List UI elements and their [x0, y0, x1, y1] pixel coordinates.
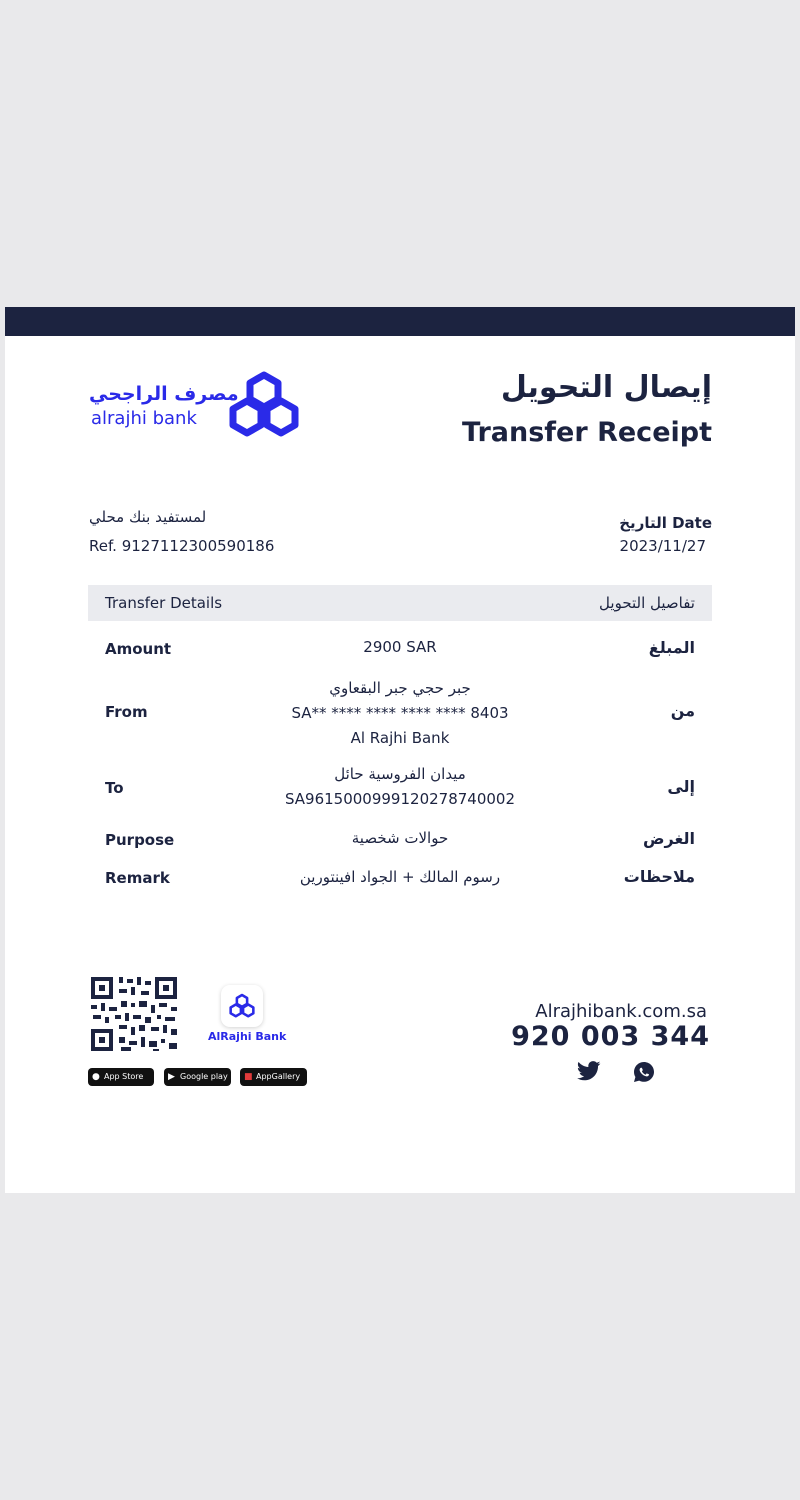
sender-account: SA** **** **** **** **** 8403 [291, 704, 509, 722]
app-gallery-badge[interactable] [240, 1068, 307, 1086]
huawei-icon: ■ [244, 1072, 253, 1082]
title-arabic: إيصال التحويل [500, 370, 712, 405]
qr-code[interactable] [89, 975, 179, 1053]
google-play-badge[interactable] [164, 1068, 231, 1086]
sender-name: جبر حجي جبر البقعاوي [329, 679, 471, 697]
app-gallery-label: AppGallery [256, 1072, 301, 1081]
amount-value: 2900 SAR [363, 638, 437, 656]
sender-bank: Al Rajhi Bank [350, 729, 450, 747]
alrajhi-app-icon[interactable] [221, 985, 263, 1027]
play-icon: ▶ [168, 1072, 175, 1082]
section-title-english: Transfer Details [105, 594, 223, 612]
reference-number: Ref. 9127112300590186 [89, 537, 275, 555]
google-play-label: Google play [180, 1072, 228, 1081]
purpose-label-arabic: الغرض [643, 829, 695, 848]
beneficiary-name: ميدان الفروسية حائل [334, 765, 466, 783]
twitter-icon[interactable] [577, 1061, 601, 1081]
from-value [205, 676, 595, 751]
whatsapp-icon[interactable] [633, 1061, 655, 1083]
header-bar [5, 307, 795, 336]
alrajhi-logo-small-icon [227, 991, 257, 1021]
section-title-arabic: تفاصيل التحويل [599, 594, 695, 612]
to-label-arabic: إلى [667, 777, 695, 796]
amount-label-arabic: المبلغ [648, 638, 695, 657]
bank-name-arabic: مصرف الراجحي [89, 383, 239, 405]
from-label: From [105, 703, 148, 721]
to-label: To [105, 779, 124, 797]
date-label: التاريخ Date [619, 514, 712, 532]
phone-number[interactable]: 920 003 344 [511, 1021, 710, 1052]
beneficiary-type: لمستفيد بنك محلي [89, 508, 207, 526]
bank-name-english: alrajhi bank [91, 408, 197, 429]
remark-value: رسوم المالك + الجواد افينتورين [299, 868, 501, 886]
app-store-label: App Store [104, 1072, 144, 1081]
website-link[interactable]: Alrajhibank.com.sa [535, 1001, 707, 1022]
remark-label-arabic: ملاحظات [623, 867, 695, 886]
to-value [205, 762, 595, 812]
remark-label: Remark [105, 869, 170, 887]
apple-icon: ● [92, 1072, 100, 1082]
transfer-receipt [5, 307, 795, 1193]
from-label-arabic: من [670, 701, 695, 720]
date-value: 2023/11/27 [619, 537, 706, 555]
title-english: Transfer Receipt [462, 417, 712, 448]
purpose-value: حوالات شخصية [351, 829, 449, 847]
transfer-details-header [88, 585, 712, 621]
beneficiary-iban: SA9615000999120278740002 [284, 790, 516, 808]
app-store-badge[interactable] [88, 1068, 154, 1086]
purpose-label: Purpose [105, 831, 175, 849]
alrajhi-logo-icon [223, 370, 305, 440]
amount-label: Amount [105, 640, 172, 658]
app-name: AlRajhi Bank [208, 1030, 287, 1043]
